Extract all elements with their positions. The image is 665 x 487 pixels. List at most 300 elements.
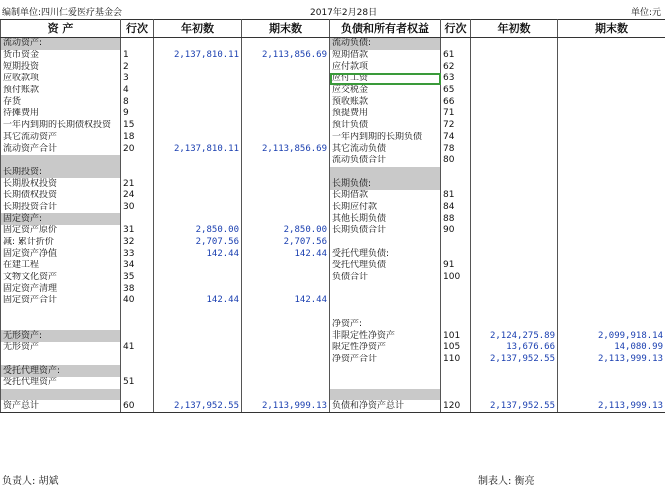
table-row [1, 108, 665, 120]
asset-begin-cell[interactable] [154, 73, 242, 85]
asset-line-cell[interactable]: 35 [121, 272, 154, 284]
asset-end-cell[interactable] [242, 155, 330, 167]
asset-end-cell[interactable]: 142.44 [242, 295, 330, 307]
liability-name-cell[interactable]: 流动负债合计 [330, 155, 441, 167]
currency-unit: 单位:元 [631, 5, 661, 18]
table-row [1, 50, 665, 62]
liability-line-cell[interactable]: 66 [441, 96, 471, 108]
asset-line-cell[interactable]: 41 [121, 342, 154, 354]
liability-name-cell[interactable]: 预收账款 [330, 96, 441, 108]
asset-begin-cell[interactable] [154, 272, 242, 284]
liability-begin-cell[interactable] [471, 108, 558, 120]
liability-line-cell[interactable]: 62 [441, 61, 471, 73]
liability-name-cell[interactable]: 净资产合计 [330, 354, 441, 366]
col-header-assets: 资 产 [1, 20, 121, 38]
asset-end-cell[interactable] [242, 365, 330, 377]
liability-line-cell[interactable] [441, 365, 471, 377]
liability-name-cell[interactable] [330, 377, 441, 389]
asset-line-cell[interactable]: 33 [121, 248, 154, 260]
liability-begin-cell[interactable] [471, 178, 558, 190]
liability-end-cell[interactable] [558, 143, 665, 155]
liability-name-cell[interactable]: 短期借款 [330, 50, 441, 62]
asset-end-cell[interactable] [242, 61, 330, 73]
liability-begin-cell[interactable] [471, 272, 558, 284]
asset-begin-cell[interactable] [154, 202, 242, 214]
liability-end-cell[interactable] [558, 120, 665, 132]
liability-name-cell[interactable]: 应付工资 [330, 73, 441, 85]
asset-begin-cell[interactable] [154, 178, 242, 190]
liability-name-cell[interactable]: 负债和净资产总计 [330, 400, 441, 412]
liability-begin-cell[interactable] [471, 167, 558, 179]
asset-name-cell[interactable]: 应收款项 [1, 73, 121, 85]
liability-end-cell[interactable] [558, 155, 665, 167]
liability-begin-cell[interactable]: 2,137,952.55 [471, 400, 558, 412]
table-row [1, 167, 665, 179]
table-row [1, 307, 665, 319]
asset-begin-cell[interactable]: 2,850.00 [154, 225, 242, 237]
asset-end-cell[interactable] [242, 190, 330, 202]
balance-sheet-table [0, 19, 665, 413]
liability-begin-cell[interactable] [471, 260, 558, 272]
table-row [1, 260, 665, 272]
asset-end-cell[interactable] [242, 283, 330, 295]
asset-line-cell[interactable]: 8 [121, 96, 154, 108]
table-row [1, 73, 665, 85]
liability-end-cell[interactable]: 2,113,999.13 [558, 400, 665, 412]
liability-begin-cell[interactable] [471, 365, 558, 377]
liability-end-cell[interactable] [558, 295, 665, 307]
table-row [1, 400, 665, 412]
liability-name-cell[interactable] [330, 283, 441, 295]
asset-end-cell[interactable]: 2,113,999.13 [242, 400, 330, 412]
liability-end-cell[interactable] [558, 73, 665, 85]
liability-name-cell[interactable]: 受托代理负债 [330, 260, 441, 272]
liability-begin-cell[interactable] [471, 120, 558, 132]
table-row [1, 330, 665, 342]
asset-name-cell[interactable]: 预付账款 [1, 85, 121, 97]
liability-line-cell[interactable]: 65 [441, 85, 471, 97]
liability-line-cell[interactable]: 105 [441, 342, 471, 354]
liability-end-cell[interactable]: 14,080.99 [558, 342, 665, 354]
asset-end-cell[interactable] [242, 167, 330, 179]
asset-line-cell[interactable]: 60 [121, 400, 154, 412]
liability-name-cell[interactable]: 应付款项 [330, 61, 441, 73]
liability-end-cell[interactable] [558, 190, 665, 202]
liability-name-cell[interactable]: 长期负债: [330, 178, 441, 190]
asset-line-cell[interactable] [121, 307, 154, 319]
asset-begin-cell[interactable]: 142.44 [154, 248, 242, 260]
liability-begin-cell[interactable] [471, 319, 558, 331]
liability-line-cell[interactable] [441, 248, 471, 260]
asset-line-cell[interactable] [121, 354, 154, 366]
asset-end-cell[interactable] [242, 73, 330, 85]
liability-name-cell[interactable]: 其它流动负债 [330, 143, 441, 155]
asset-line-cell[interactable]: 20 [121, 143, 154, 155]
asset-begin-cell[interactable]: 2,137,952.55 [154, 400, 242, 412]
liability-name-cell[interactable] [330, 167, 441, 179]
liability-end-cell[interactable] [558, 38, 665, 50]
col-header-line: 行次 [441, 20, 471, 38]
liability-end-cell[interactable] [558, 213, 665, 225]
liability-end-cell[interactable] [558, 132, 665, 144]
liability-begin-cell[interactable] [471, 389, 558, 401]
asset-name-cell[interactable]: 固定资产: [1, 213, 121, 225]
liability-name-cell[interactable] [330, 295, 441, 307]
asset-name-cell[interactable]: 流动资产合计 [1, 143, 121, 155]
asset-end-cell[interactable] [242, 377, 330, 389]
liability-line-cell[interactable]: 78 [441, 143, 471, 155]
asset-begin-cell[interactable]: 2,137,810.11 [154, 50, 242, 62]
liability-end-cell[interactable] [558, 178, 665, 190]
preparer: 制表人: 衡亮 [478, 472, 535, 487]
table-row [1, 237, 665, 249]
asset-name-cell[interactable] [1, 307, 121, 319]
asset-name-cell[interactable]: 受托代理资产: [1, 365, 121, 377]
liability-end-cell[interactable] [558, 260, 665, 272]
asset-name-cell[interactable]: 无形资产: [1, 330, 121, 342]
liability-name-cell[interactable]: 非限定性净资产 [330, 330, 441, 342]
table-row [1, 389, 665, 401]
asset-begin-cell[interactable]: 142.44 [154, 295, 242, 307]
asset-line-cell[interactable]: 30 [121, 202, 154, 214]
asset-line-cell[interactable]: 21 [121, 178, 154, 190]
liability-end-cell[interactable]: 2,099,918.14 [558, 330, 665, 342]
table-row [1, 190, 665, 202]
asset-name-cell[interactable]: 受托代理资产 [1, 377, 121, 389]
asset-line-cell[interactable] [121, 319, 154, 331]
liability-begin-cell[interactable]: 13,676.66 [471, 342, 558, 354]
asset-end-cell[interactable] [242, 354, 330, 366]
asset-end-cell[interactable]: 2,113,856.69 [242, 50, 330, 62]
asset-begin-cell[interactable] [154, 132, 242, 144]
asset-end-cell[interactable] [242, 330, 330, 342]
liability-begin-cell[interactable] [471, 190, 558, 202]
liability-begin-cell[interactable] [471, 377, 558, 389]
liability-name-cell[interactable]: 限定性净资产 [330, 342, 441, 354]
asset-line-cell[interactable] [121, 365, 154, 377]
table-row [1, 61, 665, 73]
asset-begin-cell[interactable] [154, 190, 242, 202]
liability-end-cell[interactable] [558, 365, 665, 377]
liability-line-cell[interactable]: 84 [441, 202, 471, 214]
asset-begin-cell[interactable] [154, 354, 242, 366]
table-row [1, 272, 665, 284]
liability-name-cell[interactable] [330, 307, 441, 319]
asset-name-cell[interactable] [1, 389, 121, 401]
asset-line-cell[interactable] [121, 213, 154, 225]
table-row [1, 96, 665, 108]
asset-begin-cell[interactable]: 2,137,810.11 [154, 143, 242, 155]
liability-name-cell[interactable]: 一年内到期的长期负债 [330, 132, 441, 144]
liability-line-cell[interactable] [441, 377, 471, 389]
liability-name-cell[interactable]: 应交税金 [330, 85, 441, 97]
table-row [1, 213, 665, 225]
asset-line-cell[interactable] [121, 167, 154, 179]
liability-line-cell[interactable]: 100 [441, 272, 471, 284]
asset-line-cell[interactable] [121, 38, 154, 50]
asset-begin-cell[interactable] [154, 389, 242, 401]
asset-line-cell[interactable] [121, 389, 154, 401]
asset-name-cell[interactable]: 短期投资 [1, 61, 121, 73]
asset-begin-cell[interactable] [154, 155, 242, 167]
asset-begin-cell[interactable] [154, 319, 242, 331]
liability-name-cell[interactable]: 长期应付款 [330, 202, 441, 214]
liability-end-cell[interactable] [558, 389, 665, 401]
asset-begin-cell[interactable] [154, 365, 242, 377]
asset-end-cell[interactable] [242, 202, 330, 214]
liability-name-cell[interactable]: 负债合计 [330, 272, 441, 284]
liability-line-cell[interactable] [441, 307, 471, 319]
liability-end-cell[interactable] [558, 225, 665, 237]
liability-begin-cell[interactable] [471, 155, 558, 167]
report-date: 2017年2月28日 [310, 5, 377, 18]
table-row [1, 295, 665, 307]
asset-line-cell[interactable]: 40 [121, 295, 154, 307]
table-row [1, 365, 665, 377]
liability-name-cell[interactable]: 流动负债: [330, 38, 441, 50]
asset-line-cell[interactable]: 4 [121, 85, 154, 97]
liability-begin-cell[interactable] [471, 307, 558, 319]
liability-begin-cell[interactable] [471, 225, 558, 237]
asset-name-cell[interactable]: 长期股权投资 [1, 178, 121, 190]
table-row [1, 225, 665, 237]
asset-line-cell[interactable]: 31 [121, 225, 154, 237]
asset-line-cell[interactable] [121, 155, 154, 167]
header-row [1, 20, 665, 38]
liability-line-cell[interactable]: 71 [441, 108, 471, 120]
liability-begin-cell[interactable] [471, 295, 558, 307]
liability-line-cell[interactable]: 90 [441, 225, 471, 237]
col-header-end: 期末数 [558, 20, 665, 38]
liability-end-cell[interactable] [558, 272, 665, 284]
liability-begin-cell[interactable] [471, 50, 558, 62]
asset-line-cell[interactable]: 1 [121, 50, 154, 62]
asset-name-cell[interactable]: 资产总计 [1, 400, 121, 412]
asset-end-cell[interactable] [242, 178, 330, 190]
asset-name-cell[interactable]: 固定资产净值 [1, 248, 121, 260]
liability-begin-cell[interactable]: 2,124,275.89 [471, 330, 558, 342]
liability-end-cell[interactable] [558, 377, 665, 389]
liability-name-cell[interactable] [330, 365, 441, 377]
report-header [0, 0, 665, 19]
liability-name-cell[interactable]: 预计负债 [330, 120, 441, 132]
asset-line-cell[interactable]: 3 [121, 73, 154, 85]
asset-name-cell[interactable]: 存货 [1, 96, 121, 108]
col-header-liabilities: 负债和所有者权益 [330, 20, 441, 38]
liability-line-cell[interactable] [441, 38, 471, 50]
liability-begin-cell[interactable] [471, 61, 558, 73]
asset-line-cell[interactable]: 15 [121, 120, 154, 132]
asset-name-cell[interactable]: 长期投资: [1, 167, 121, 179]
liability-name-cell[interactable]: 净资产: [330, 319, 441, 331]
asset-name-cell[interactable] [1, 155, 121, 167]
liability-line-cell[interactable] [441, 295, 471, 307]
liability-line-cell[interactable]: 88 [441, 213, 471, 225]
asset-end-cell[interactable] [242, 38, 330, 50]
liability-line-cell[interactable]: 74 [441, 132, 471, 144]
liability-line-cell[interactable] [441, 283, 471, 295]
table-row [1, 178, 665, 190]
table-row [1, 283, 665, 295]
liability-begin-cell[interactable] [471, 283, 558, 295]
asset-end-cell[interactable] [242, 120, 330, 132]
asset-name-cell[interactable]: 固定资产原价 [1, 225, 121, 237]
liability-line-cell[interactable]: 91 [441, 260, 471, 272]
report-footer [0, 470, 665, 486]
liability-end-cell[interactable] [558, 85, 665, 97]
liability-begin-cell[interactable] [471, 237, 558, 249]
asset-line-cell[interactable]: 24 [121, 190, 154, 202]
liability-name-cell[interactable]: 预提费用 [330, 108, 441, 120]
liability-line-cell[interactable]: 110 [441, 354, 471, 366]
asset-name-cell[interactable]: 在建工程 [1, 260, 121, 272]
liability-end-cell[interactable] [558, 283, 665, 295]
table-row [1, 120, 665, 132]
liability-name-cell[interactable]: 长期负债合计 [330, 225, 441, 237]
liability-begin-cell[interactable] [471, 248, 558, 260]
asset-name-cell[interactable]: 文物文化资产 [1, 272, 121, 284]
asset-end-cell[interactable] [242, 319, 330, 331]
asset-begin-cell[interactable]: 2,707.56 [154, 237, 242, 249]
liability-line-cell[interactable]: 81 [441, 190, 471, 202]
asset-line-cell[interactable]: 32 [121, 237, 154, 249]
liability-line-cell[interactable]: 101 [441, 330, 471, 342]
liability-begin-cell[interactable]: 2,137,952.55 [471, 354, 558, 366]
table-row [1, 155, 665, 167]
table-row [1, 202, 665, 214]
asset-end-cell[interactable]: 2,113,856.69 [242, 143, 330, 155]
liability-end-cell[interactable] [558, 96, 665, 108]
asset-name-cell[interactable]: 流动资产: [1, 38, 121, 50]
liability-line-cell[interactable]: 120 [441, 400, 471, 412]
liability-end-cell[interactable] [558, 248, 665, 260]
liability-name-cell[interactable] [330, 237, 441, 249]
liability-line-cell[interactable] [441, 178, 471, 190]
asset-begin-cell[interactable] [154, 96, 242, 108]
asset-begin-cell[interactable] [154, 85, 242, 97]
table-row [1, 377, 665, 389]
liability-name-cell[interactable]: 长期借款 [330, 190, 441, 202]
asset-end-cell[interactable]: 2,850.00 [242, 225, 330, 237]
liability-line-cell[interactable] [441, 167, 471, 179]
liability-begin-cell[interactable] [471, 38, 558, 50]
asset-begin-cell[interactable] [154, 120, 242, 132]
asset-end-cell[interactable] [242, 132, 330, 144]
liability-line-cell[interactable] [441, 237, 471, 249]
asset-begin-cell[interactable] [154, 330, 242, 342]
asset-end-cell[interactable] [242, 213, 330, 225]
asset-begin-cell[interactable] [154, 283, 242, 295]
asset-begin-cell[interactable] [154, 342, 242, 354]
asset-begin-cell[interactable] [154, 108, 242, 120]
asset-line-cell[interactable]: 2 [121, 61, 154, 73]
asset-name-cell[interactable]: 一年内到期的长期债权投资 [1, 120, 121, 132]
asset-begin-cell[interactable] [154, 307, 242, 319]
liability-line-cell[interactable]: 80 [441, 155, 471, 167]
asset-line-cell[interactable] [121, 330, 154, 342]
asset-begin-cell[interactable] [154, 38, 242, 50]
asset-line-cell[interactable]: 51 [121, 377, 154, 389]
table-row [1, 248, 665, 260]
asset-line-cell[interactable]: 38 [121, 283, 154, 295]
asset-end-cell[interactable]: 142.44 [242, 248, 330, 260]
liability-end-cell[interactable] [558, 307, 665, 319]
asset-name-cell[interactable]: 减: 累计折价 [1, 237, 121, 249]
asset-end-cell[interactable] [242, 272, 330, 284]
liability-end-cell[interactable] [558, 319, 665, 331]
liability-name-cell[interactable]: 受托代理负债: [330, 248, 441, 260]
liability-line-cell[interactable] [441, 389, 471, 401]
asset-end-cell[interactable]: 2,707.56 [242, 237, 330, 249]
liability-line-cell[interactable]: 72 [441, 120, 471, 132]
liability-line-cell[interactable]: 63 [441, 73, 471, 85]
liability-end-cell[interactable]: 2,113,999.13 [558, 354, 665, 366]
asset-name-cell[interactable]: 固定资产清理 [1, 283, 121, 295]
asset-begin-cell[interactable] [154, 61, 242, 73]
liability-begin-cell[interactable] [471, 213, 558, 225]
liability-name-cell[interactable] [330, 389, 441, 401]
asset-end-cell[interactable] [242, 96, 330, 108]
asset-name-cell[interactable]: 长期投资合计 [1, 202, 121, 214]
asset-begin-cell[interactable] [154, 377, 242, 389]
liability-line-cell[interactable]: 61 [441, 50, 471, 62]
asset-line-cell[interactable]: 18 [121, 132, 154, 144]
table-row [1, 342, 665, 354]
asset-end-cell[interactable] [242, 389, 330, 401]
asset-end-cell[interactable] [242, 260, 330, 272]
asset-name-cell[interactable]: 长期债权投资 [1, 190, 121, 202]
liability-begin-cell[interactable] [471, 202, 558, 214]
asset-name-cell[interactable] [1, 354, 121, 366]
organization-label: 编制单位:四川仁爱医疗基金会 [2, 5, 122, 18]
liability-begin-cell[interactable] [471, 96, 558, 108]
liability-end-cell[interactable] [558, 202, 665, 214]
liability-begin-cell[interactable] [471, 73, 558, 85]
table-row [1, 132, 665, 144]
asset-end-cell[interactable] [242, 85, 330, 97]
asset-begin-cell[interactable] [154, 213, 242, 225]
table-row [1, 143, 665, 155]
liability-begin-cell[interactable] [471, 85, 558, 97]
asset-line-cell[interactable]: 34 [121, 260, 154, 272]
asset-name-cell[interactable] [1, 319, 121, 331]
liability-end-cell[interactable] [558, 108, 665, 120]
asset-begin-cell[interactable] [154, 167, 242, 179]
asset-begin-cell[interactable] [154, 260, 242, 272]
asset-end-cell[interactable] [242, 342, 330, 354]
liability-begin-cell[interactable] [471, 132, 558, 144]
table-row [1, 85, 665, 97]
col-header-line: 行次 [121, 20, 154, 38]
asset-name-cell[interactable]: 货币资金 [1, 50, 121, 62]
col-header-end: 期末数 [242, 20, 330, 38]
liability-begin-cell[interactable] [471, 143, 558, 155]
liability-end-cell[interactable] [558, 50, 665, 62]
liability-end-cell[interactable] [558, 237, 665, 249]
liability-line-cell[interactable] [441, 319, 471, 331]
liability-end-cell[interactable] [558, 167, 665, 179]
asset-end-cell[interactable] [242, 307, 330, 319]
liability-end-cell[interactable] [558, 61, 665, 73]
asset-end-cell[interactable] [242, 108, 330, 120]
liability-name-cell[interactable]: 其他长期负债 [330, 213, 441, 225]
asset-name-cell[interactable]: 待摊费用 [1, 108, 121, 120]
asset-name-cell[interactable]: 其它流动资产 [1, 132, 121, 144]
asset-name-cell[interactable]: 无形资产 [1, 342, 121, 354]
col-header-begin: 年初数 [471, 20, 558, 38]
asset-name-cell[interactable]: 固定资产合计 [1, 295, 121, 307]
asset-line-cell[interactable]: 9 [121, 108, 154, 120]
